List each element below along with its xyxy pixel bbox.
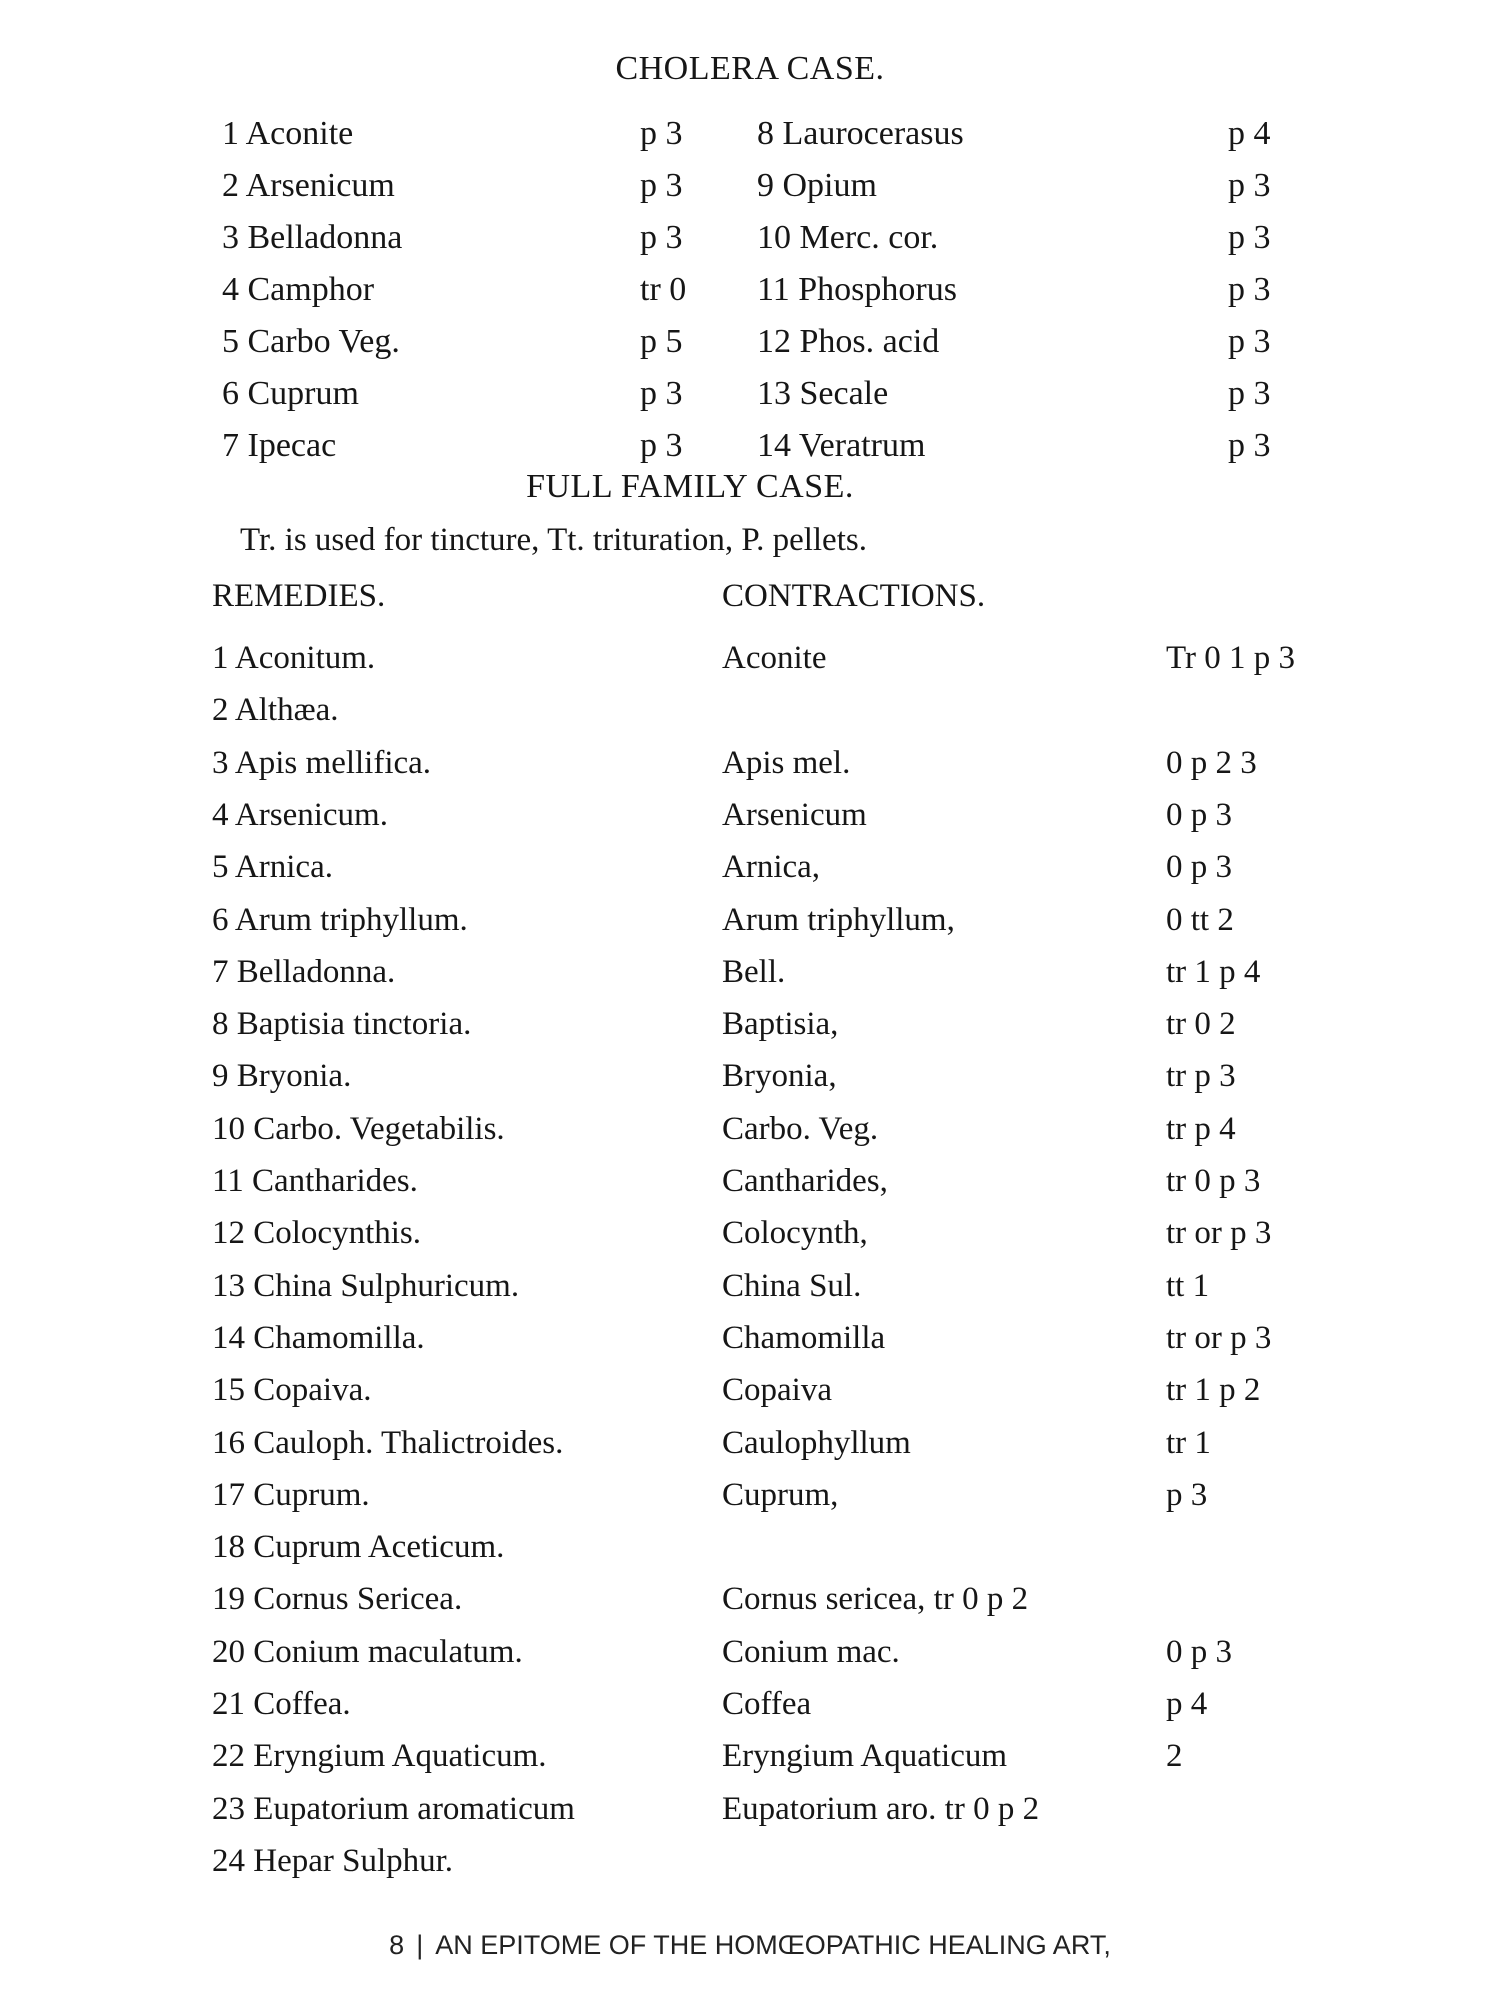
remedy-row bbox=[0, 684, 1500, 736]
remedy-dose: tr or p 3 bbox=[1166, 1215, 1272, 1251]
remedy-contraction: Chamomilla bbox=[722, 1320, 886, 1356]
remedy-contraction: Carbo. Veg. bbox=[722, 1111, 879, 1147]
remedy-row bbox=[0, 1521, 1500, 1573]
remedy-dose: Tr 0 1 p 3 bbox=[1166, 640, 1295, 676]
remedy-name: 12 Colocynthis. bbox=[212, 1215, 422, 1251]
contractions-header: CONTRACTIONS. bbox=[722, 578, 986, 614]
remedy-name: 13 China Sulphuricum. bbox=[212, 1268, 520, 1304]
remedy-contraction: Aconite bbox=[722, 640, 827, 676]
remedy-contraction: Eryngium Aquaticum bbox=[722, 1738, 1008, 1774]
cholera-remedy-dose: p 3 bbox=[1228, 323, 1271, 360]
remedy-row bbox=[0, 1469, 1500, 1521]
cholera-remedy-name: 7 Ipecac bbox=[222, 427, 337, 464]
cholera-remedy-dose: p 5 bbox=[640, 323, 683, 360]
remedy-contraction: Coffea bbox=[722, 1686, 812, 1722]
remedy-contraction: Caulophyllum bbox=[722, 1425, 911, 1461]
remedy-contraction: Arnica, bbox=[722, 849, 821, 885]
remedy-dose: 0 p 2 3 bbox=[1166, 745, 1257, 781]
remedy-contraction: Arsenicum bbox=[722, 797, 867, 833]
remedy-dose: tr 0 2 bbox=[1166, 1006, 1236, 1042]
remedy-name: 23 Eupatorium aromaticum bbox=[212, 1791, 575, 1827]
remedy-dose: p 4 bbox=[1166, 1686, 1208, 1722]
cholera-remedy-name: 14 Veratrum bbox=[757, 427, 926, 464]
remedy-dose: tr p 4 bbox=[1166, 1111, 1236, 1147]
remedy-name: 21 Coffea. bbox=[212, 1686, 351, 1722]
footer-separator: | bbox=[416, 1930, 424, 1960]
remedy-row bbox=[0, 1050, 1500, 1102]
cholera-remedy-name: 12 Phos. acid bbox=[757, 323, 940, 360]
remedy-contraction: Eupatorium aro. tr 0 p 2 bbox=[722, 1791, 1040, 1827]
cholera-remedy-name: 4 Camphor bbox=[222, 271, 375, 308]
remedy-name: 18 Cuprum Aceticum. bbox=[212, 1529, 505, 1565]
cholera-remedy-dose: p 3 bbox=[640, 375, 683, 412]
remedy-row bbox=[0, 1417, 1500, 1469]
cholera-remedy-dose: p 3 bbox=[1228, 427, 1271, 464]
remedy-contraction: Cantharides, bbox=[722, 1163, 888, 1199]
cholera-remedy-name: 9 Opium bbox=[757, 167, 877, 204]
remedy-name: 5 Arnica. bbox=[212, 849, 333, 885]
cholera-remedy-name: 13 Secale bbox=[757, 375, 889, 412]
remedy-dose: 0 p 3 bbox=[1166, 797, 1232, 833]
remedy-name: 3 Apis mellifica. bbox=[212, 745, 432, 781]
remedy-row bbox=[0, 1312, 1500, 1364]
remedy-name: 14 Chamomilla. bbox=[212, 1320, 425, 1356]
remedy-dose: tr 0 p 3 bbox=[1166, 1163, 1261, 1199]
remedy-name: 11 Cantharides. bbox=[212, 1163, 418, 1199]
remedy-name: 24 Hepar Sulphur. bbox=[212, 1843, 454, 1879]
remedy-dose: 0 p 3 bbox=[1166, 1634, 1232, 1670]
remedy-name: 16 Cauloph. Thalictroides. bbox=[212, 1425, 564, 1461]
cholera-remedy-name: 10 Merc. cor. bbox=[757, 219, 939, 256]
remedies-header: REMEDIES. bbox=[212, 578, 386, 614]
remedy-dose: 0 p 3 bbox=[1166, 849, 1232, 885]
remedy-contraction: Copaiva bbox=[722, 1372, 832, 1408]
remedy-row bbox=[0, 632, 1500, 684]
remedy-row bbox=[0, 1835, 1500, 1887]
remedy-contraction: Arum triphyllum, bbox=[722, 902, 955, 938]
cholera-remedy-dose: p 3 bbox=[640, 115, 683, 152]
remedy-dose: tr or p 3 bbox=[1166, 1320, 1272, 1356]
cholera-remedy-dose: p 4 bbox=[1228, 115, 1271, 152]
remedy-row bbox=[0, 1260, 1500, 1312]
remedy-contraction: Cuprum, bbox=[722, 1477, 839, 1513]
remedy-dose: tr p 3 bbox=[1166, 1058, 1236, 1094]
cholera-remedy-name: 1 Aconite bbox=[222, 115, 354, 152]
cholera-remedy-name: 3 Belladonna bbox=[222, 219, 403, 256]
remedy-row bbox=[0, 894, 1500, 946]
cholera-remedy-name: 5 Carbo Veg. bbox=[222, 323, 400, 360]
remedy-contraction: China Sul. bbox=[722, 1268, 862, 1304]
remedy-name: 9 Bryonia. bbox=[212, 1058, 352, 1094]
remedy-dose: 0 tt 2 bbox=[1166, 902, 1234, 938]
remedy-name: 22 Eryngium Aquaticum. bbox=[212, 1738, 547, 1774]
remedy-contraction: Bryonia, bbox=[722, 1058, 837, 1094]
cholera-remedy-dose: tr 0 bbox=[640, 271, 687, 308]
remedy-name: 2 Althæa. bbox=[212, 692, 339, 728]
remedy-row bbox=[0, 789, 1500, 841]
remedy-dose: tt 1 bbox=[1166, 1268, 1210, 1304]
remedy-row bbox=[0, 1573, 1500, 1625]
remedy-name: 19 Cornus Sericea. bbox=[212, 1581, 463, 1617]
remedy-contraction: Bell. bbox=[722, 954, 786, 990]
remedy-dose: tr 1 p 2 bbox=[1166, 1372, 1261, 1408]
cholera-remedy-dose: p 3 bbox=[1228, 167, 1271, 204]
remedy-contraction: Colocynth, bbox=[722, 1215, 868, 1251]
remedy-name: 7 Belladonna. bbox=[212, 954, 396, 990]
remedy-row bbox=[0, 1155, 1500, 1207]
cholera-remedy-dose: p 3 bbox=[1228, 219, 1271, 256]
cholera-remedy-name: 2 Arsenicum bbox=[222, 167, 395, 204]
remedy-dose: p 3 bbox=[1166, 1477, 1208, 1513]
book-title: AN EPITOME OF THE HOMŒOPATHIC HEALING ART, bbox=[435, 1930, 1111, 1960]
remedy-row bbox=[0, 946, 1500, 998]
remedy-contraction: Conium mac. bbox=[722, 1634, 900, 1670]
cholera-remedy-dose: p 3 bbox=[1228, 375, 1271, 412]
remedy-row bbox=[0, 841, 1500, 893]
remedy-row bbox=[0, 737, 1500, 789]
cholera-remedy-name: 11 Phosphorus bbox=[757, 271, 957, 308]
remedy-name: 15 Copaiva. bbox=[212, 1372, 372, 1408]
page-number: 8 bbox=[389, 1930, 405, 1960]
remedy-name: 8 Baptisia tinctoria. bbox=[212, 1006, 472, 1042]
remedy-dose: tr 1 bbox=[1166, 1425, 1211, 1461]
cholera-remedy-name: 6 Cuprum bbox=[222, 375, 359, 412]
remedy-row bbox=[0, 1783, 1500, 1835]
full-family-case-title: FULL FAMILY CASE. bbox=[526, 468, 854, 505]
remedy-name: 10 Carbo. Vegetabilis. bbox=[212, 1111, 505, 1147]
remedy-dose: tr 1 p 4 bbox=[1166, 954, 1261, 990]
remedy-name: 6 Arum triphyllum. bbox=[212, 902, 468, 938]
remedy-contraction: Apis mel. bbox=[722, 745, 851, 781]
cholera-case-title: CHOLERA CASE. bbox=[615, 50, 885, 87]
remedy-name: 1 Aconitum. bbox=[212, 640, 376, 676]
remedy-name: 17 Cuprum. bbox=[212, 1477, 370, 1513]
remedy-contraction: Cornus sericea, tr 0 p 2 bbox=[722, 1581, 1029, 1617]
page-footer bbox=[0, 1930, 1500, 1961]
remedy-row bbox=[0, 1364, 1500, 1416]
remedy-row bbox=[0, 1678, 1500, 1730]
remedy-row bbox=[0, 1207, 1500, 1259]
remedy-row bbox=[0, 1730, 1500, 1782]
cholera-remedy-dose: p 3 bbox=[640, 427, 683, 464]
remedy-name: 20 Conium maculatum. bbox=[212, 1634, 523, 1670]
remedy-dose: 2 bbox=[1166, 1738, 1183, 1774]
abbreviation-note: Tr. is used for tincture, Tt. trituration, P. pellets. bbox=[240, 522, 867, 558]
cholera-remedy-name: 8 Laurocerasus bbox=[757, 115, 964, 152]
cholera-remedy-dose: p 3 bbox=[640, 219, 683, 256]
remedy-contraction: Baptisia, bbox=[722, 1006, 839, 1042]
remedy-row bbox=[0, 998, 1500, 1050]
remedy-row bbox=[0, 1626, 1500, 1678]
remedy-row bbox=[0, 1103, 1500, 1155]
cholera-remedy-dose: p 3 bbox=[1228, 271, 1271, 308]
cholera-remedy-dose: p 3 bbox=[640, 167, 683, 204]
remedy-name: 4 Arsenicum. bbox=[212, 797, 388, 833]
